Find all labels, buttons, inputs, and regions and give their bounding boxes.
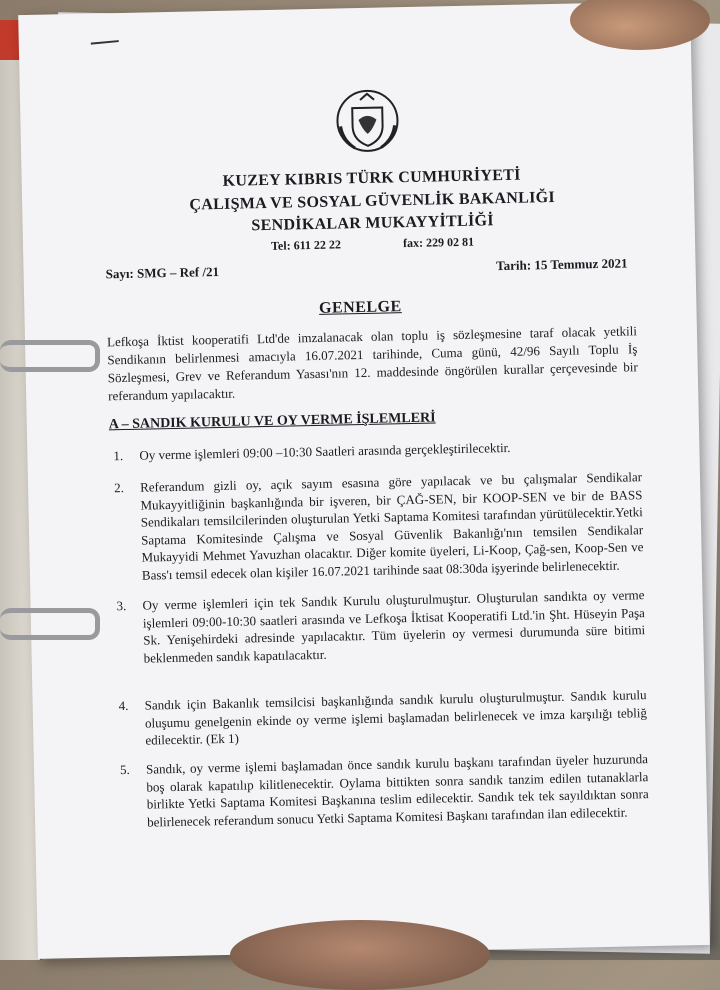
- list-item-number: 3.: [116, 598, 127, 614]
- pencil-mark: [91, 40, 119, 45]
- intro-paragraph: Lefkoşa İktist kooperatifi Ltd'de imzalanacak olan toplu iş sözleşmesine taraf olacak yetkili Sendikanın belirlenmesi amacıyla 16.07.2021 tarihinde, Cuma günü, 42/96 Sayılı Toplu İş Sözleşmesi, Grev ve Referandum Yasası'nın 12. maddesinde öngörülen kurallar çerçevesinde bir referandum yapılacaktır.: [106, 323, 638, 404]
- list-item: [116, 750, 649, 831]
- document-title: GENELGE: [318, 298, 402, 317]
- header-line-2: ÇALIŞMA VE SOSYAL GÜVENLİK BAKANLIĞI: [189, 188, 556, 214]
- list-item-text: Oy verme işlemleri 09:00 –10:30 Saatleri arasında gerçekleştirilecektir.: [139, 439, 511, 463]
- thumb: [230, 920, 490, 990]
- list-item-text: Referandum gizli oy, açık sayım esasına göre yapılacak ve bu çalışmalar Sendikalar Mukayyitliğinin başkanlığında bir işveren, bir ÇAĞ-SEN, bir KOOP-SEN ve bir de BASS Sendikaları temsilcilerinden oluşturulan Yetki Saptama Komitesi tarafından yürütülecektir.Yetki Saptama Komitesinde Çalışma ve Sosyal Güvenlik Bakanlığı'nın temsilen Sendikalar Mukayyidi Mehmet Yavuzhan olacaktır. Diğer komite üyeleri, Li-Koop, Çağ-sen, Koop-Sen ve Bass'ı temsil edecek olan kişiler 16.07.2021 tarihinde saat 08:30da işyerinde belirlenecektir.: [139, 469, 644, 583]
- list-item: [109, 436, 641, 465]
- list-item-number: 2.: [113, 480, 125, 496]
- list-item-text: Oy verme işlemleri için tek Sandık Kurulu oluşturulmuştur. Oluşturulan sandıkta oy verme işlemleri 09:00-10:30 saatleri arasında ve Lefkoşa İktisat Kooperatifi Ltd.'in Şht. Hüseyin Paşa Sk. Yenişehirdeki adresinde yapılacaktır. Tüm üyelerin oy vermesi durumunda süre bitimi beklenmeden sandık kapatılacaktır.: [142, 587, 646, 666]
- section-heading: A – SANDIK KURULU VE OY VERME İŞLEMLERİ: [108, 410, 436, 433]
- list-item-text: Sandık, oy verme işlemi başlamadan önce sandık kurulu başkanı tarafından üyeler huzurunda boş olarak kapatılıp kilitlenecektir. Oylama bittikten sonra sandık tanzim edilen tutanaklarla birlikte Yetki Saptama Komitesi Başkanına teslim edilecektir. Sandık tek tek sayıldıktan sonra belirlenecek referandum sonucu Yetki Saptama Komitesi Başkanı tarafından ilan edilecektir.: [145, 751, 649, 830]
- list-item-number: 1.: [113, 448, 124, 464]
- binder-ring: [0, 608, 100, 640]
- document-page: [18, 1, 710, 959]
- state-emblem-icon: [332, 85, 403, 156]
- document-date: Tarih: 15 Temmuz 2021: [496, 255, 628, 274]
- header-line-1: KUZEY KIBRIS TÜRK CUMHURİYETİ: [222, 166, 521, 190]
- list-item: [112, 586, 645, 667]
- list-item: [110, 468, 644, 584]
- list-item-number: 4.: [118, 697, 129, 714]
- telephone: Tel: 611 22 22: [270, 237, 342, 253]
- list-item: [114, 686, 647, 750]
- list-item-text: Sandık için Bakanlık temsilcisi başkanlığında sandık kurulu oluşturulmuştur. Sandık kurulu oluşumu genelgenin ekinde oy verme işlemi başlamadan belirlenecek ve imza karşılığı tebliğ edilecektir. (Ek 1): [144, 687, 648, 748]
- fax: fax: 229 02 81: [402, 234, 475, 251]
- header-line-3: SENDİKALAR MUKAYYİTLİĞİ: [251, 212, 494, 235]
- binder-ring: [0, 340, 100, 372]
- list-item-number: 5.: [119, 761, 130, 778]
- reference-number: Sayı: SMG – Ref /21: [105, 263, 220, 282]
